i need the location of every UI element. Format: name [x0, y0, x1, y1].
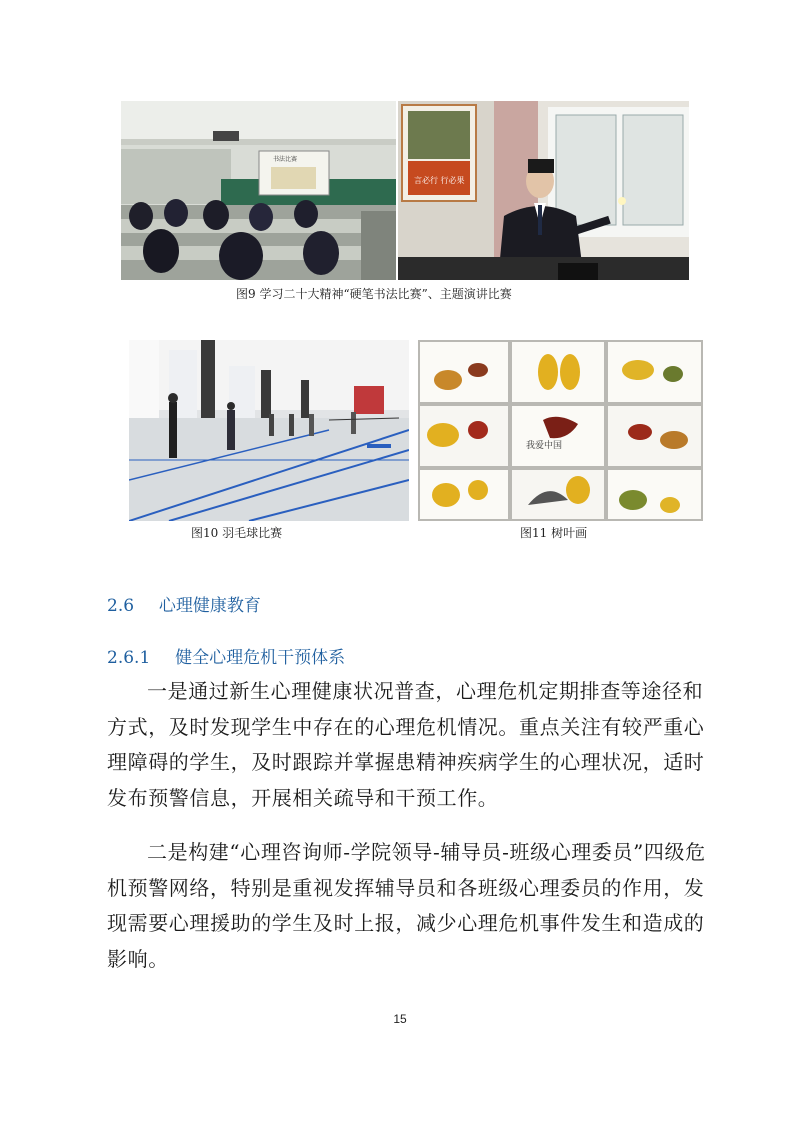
speech-photo [398, 101, 689, 280]
speech-photo-graphic [398, 101, 689, 280]
figure-11-caption: 图11 树叶画 [520, 526, 588, 540]
subsection-heading [107, 643, 345, 668]
projector-screen-text: 书法比赛 [273, 156, 298, 163]
section-title: 心理健康教育 [158, 596, 261, 616]
poster-text: 言必行 行必果 [414, 176, 465, 185]
figure-10-caption: 图10 羽毛球比赛 [191, 526, 283, 540]
section-heading [107, 591, 261, 616]
section-number: 2.6 [107, 596, 135, 616]
subsection-number: 2.6.1 [107, 648, 151, 668]
body-paragraph-2: 二是构建“心理咨询师-学院领导-辅导员-班级心理委员”四级危机预警网络，特别是重视发挥辅导员和各班级心理委员的作用，发现需要心理援助的学生及时上报，减少心理危机事件发生和造成的影响。 [107, 840, 706, 971]
leaf-art-text: 我爱中国 [526, 441, 563, 451]
leaf-art-photo-graphic [418, 340, 703, 521]
figure-9-caption: 图9 学习二十大精神“硬笔书法比赛”、主题演讲比赛 [236, 287, 512, 301]
body-paragraph-1: 一是通过新生心理健康状况普查，心理危机定期排查等途径和方式，及时发现学生中存在的心理危机情况。重点关注有较严重心理障碍的学生，及时跟踪并掌握患精神疾病学生的心理状况，适时发布预警信息，开展相关疏导和干预工作。 [107, 679, 705, 810]
subsection-title: 健全心理危机干预体系 [175, 648, 346, 668]
leaf-art-photo [418, 340, 703, 521]
badminton-photo-graphic [129, 340, 409, 521]
classroom-photo-graphic [121, 101, 396, 280]
page-number: 15 [393, 1012, 407, 1026]
classroom-photo [121, 101, 396, 280]
badminton-photo [129, 340, 409, 521]
